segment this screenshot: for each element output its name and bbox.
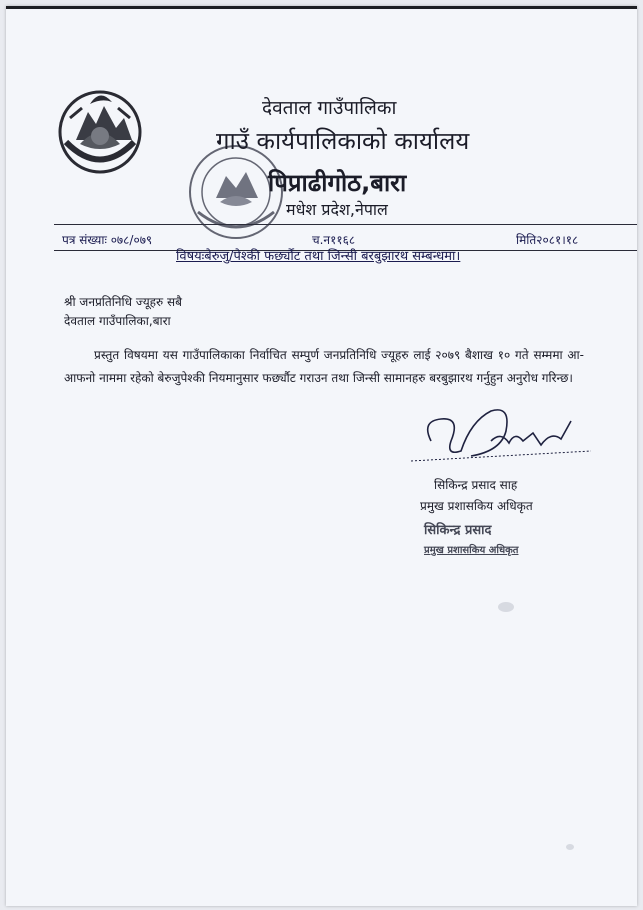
letter-subject: विषयःबेरुजु/पेश्की फर्छ्यौट तथा जिन्सी बरबुझारथ सम्बन्धमा। xyxy=(176,249,461,264)
signatory-name: सिकिन्द्र प्रसाद साह xyxy=(434,478,518,492)
document-page xyxy=(6,6,637,906)
province-name: मधेश प्रदेश,नेपाल xyxy=(286,200,388,219)
signature-icon xyxy=(401,401,601,471)
letter-number: पत्र संख्याः ०७८/०७९ xyxy=(62,233,153,247)
scan-smudge xyxy=(566,844,574,850)
letter-body: प्रस्तुत विषयमा यस गाउँपालिकाका निर्वाचित सम्पुर्ण जनप्रतिनिधि ज्यूहरु लाई २०७९ बैशाख १० गते सम्ममा आ-आफनो नाममा रहेको बेरुजुपेश्की नियमानुसार फर्छ्यौट गराउन तथा जिन्सी सामानहरु बरबुझारथ गर्नुहुन अनुरोध गरिन्छ। xyxy=(64,348,584,385)
header-divider xyxy=(54,224,637,225)
title-stamp: प्रमुख प्रशासकिय अधिकृत xyxy=(424,545,519,556)
municipality-name: देवताल गाउँपालिका xyxy=(262,97,397,119)
office-title: गाउँ कार्यपालिकाको कार्यालय xyxy=(216,127,470,155)
signatory-title: प्रमुख प्रशासकिय अधिकृत xyxy=(420,499,533,513)
name-stamp: सिकिन्द्र प्रसाद xyxy=(424,523,492,538)
scan-smudge xyxy=(498,602,514,612)
nepal-emblem-icon xyxy=(54,82,146,176)
addressee-office: देवताल गाउँपालिका,बारा xyxy=(64,314,171,328)
letter-date: मिति२०८१।१८ xyxy=(516,233,579,247)
dispatch-number: च.न११६८ xyxy=(312,233,356,247)
addressee-line: श्री जनप्रतिनिधि ज्यूहरु सबै xyxy=(64,295,182,309)
scan-edge xyxy=(6,6,637,9)
office-location: पिप्राढीगोठ,बारा xyxy=(268,169,407,197)
